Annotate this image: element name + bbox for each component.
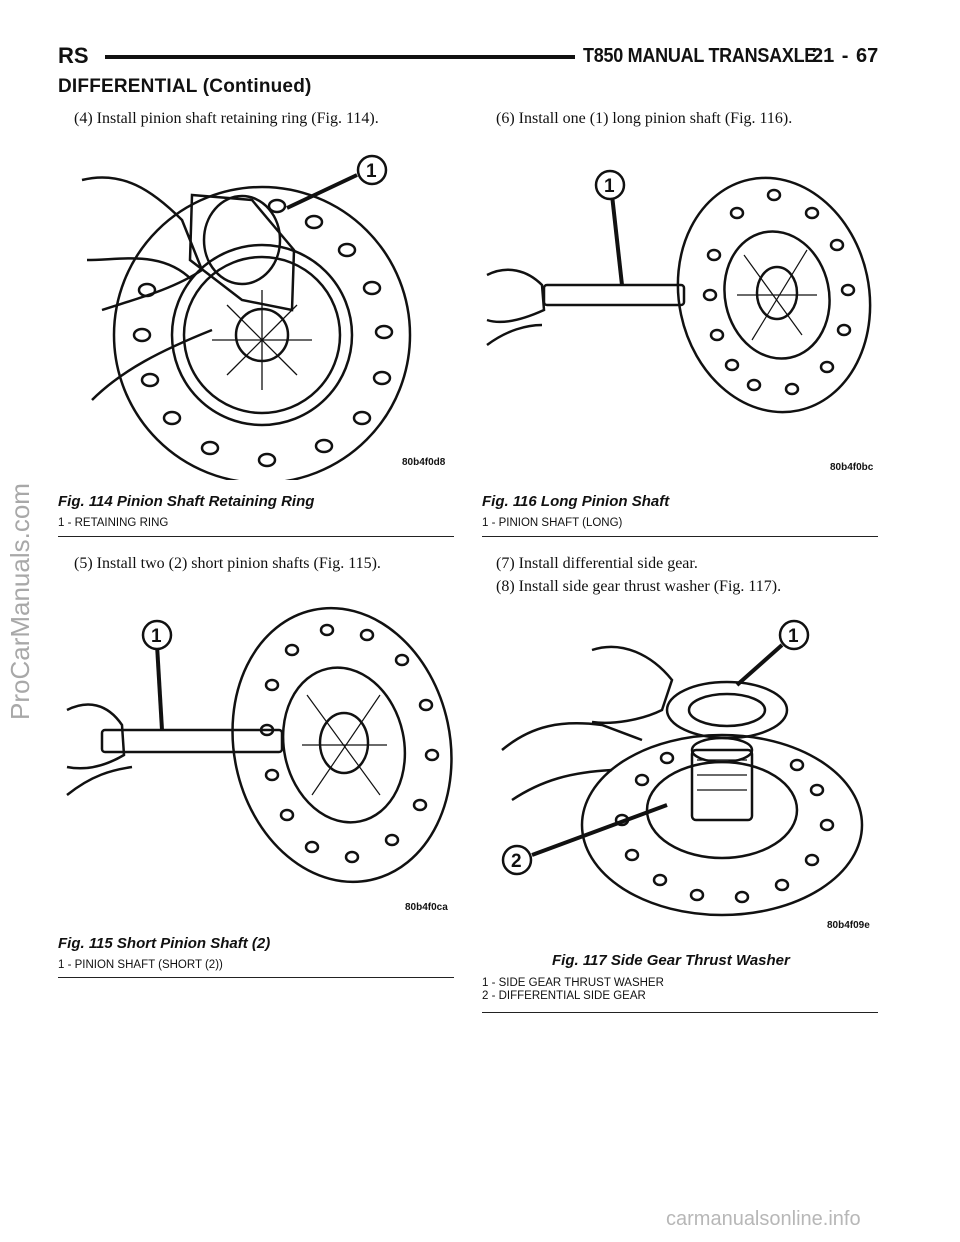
legend-item: 1 - RETAINING RING — [58, 517, 169, 529]
step-5: (5) Install two (2) short pinion shafts (Fig. 115). — [74, 555, 381, 572]
figure-115-caption: Fig. 115 Short Pinion Shaft (2) — [58, 935, 271, 952]
step-6: (6) Install one (1) long pinion shaft (Fig. 116). — [496, 110, 793, 127]
figure-117 — [482, 610, 882, 935]
header-title: T850 MANUAL TRANSAXLE — [583, 45, 817, 67]
figure-115 — [62, 595, 462, 920]
step-4: (4) Install pinion shaft retaining ring (Fig. 114). — [74, 110, 379, 127]
figure-116-legend — [482, 517, 622, 530]
legend-item: 1 - PINION SHAFT (LONG) — [482, 517, 623, 529]
figure-114-rule — [58, 536, 454, 537]
figure-114 — [62, 140, 462, 480]
figure-114-legend — [58, 517, 168, 530]
legend-item: 1 - SIDE GEAR THRUST WASHER — [482, 977, 664, 989]
callout-1: 1 — [151, 626, 162, 647]
figure-116-rule — [482, 536, 878, 537]
callout-1: 1 — [366, 161, 377, 182]
figure-code: 80b4f0ca — [405, 902, 448, 913]
figure-114-illustration — [62, 140, 462, 480]
figure-115-rule — [58, 977, 454, 978]
step-8: (8) Install side gear thrust washer (Fig. 117). — [496, 578, 782, 595]
legend-item: 1 - PINION SHAFT (SHORT (2)) — [58, 959, 223, 971]
figure-code: 80b4f09e — [827, 920, 870, 931]
callout-1: 1 — [604, 176, 615, 197]
page-number: 21 - 67 — [812, 45, 879, 67]
section-title: DIFFERENTIAL (Continued) — [58, 76, 312, 97]
figure-code: 80b4f0d8 — [402, 457, 446, 468]
figure-117-illustration — [482, 610, 882, 935]
step-7: (7) Install differential side gear. — [496, 555, 698, 572]
figure-117-legend — [482, 977, 664, 1003]
header-rule — [105, 55, 575, 59]
figure-115-legend — [58, 959, 223, 972]
header-section-code: RS — [58, 43, 89, 68]
legend-item: 2 - DIFFERENTIAL SIDE GEAR — [482, 990, 646, 1002]
figure-116-illustration — [482, 145, 882, 475]
callout-2: 2 — [511, 851, 522, 872]
side-watermark: ProCarManuals.com — [5, 483, 35, 720]
footer-watermark: carmanualsonline.info — [666, 1208, 861, 1230]
callout-1: 1 — [788, 626, 799, 647]
figure-117-rule — [482, 1012, 878, 1013]
figure-114-caption: Fig. 114 Pinion Shaft Retaining Ring — [58, 493, 315, 510]
figure-117-caption: Fig. 117 Side Gear Thrust Washer — [552, 952, 790, 969]
figure-116 — [482, 145, 882, 475]
figure-115-illustration — [62, 595, 462, 920]
figure-code: 80b4f0bc — [830, 462, 874, 473]
figure-116-caption: Fig. 116 Long Pinion Shaft — [482, 493, 670, 510]
